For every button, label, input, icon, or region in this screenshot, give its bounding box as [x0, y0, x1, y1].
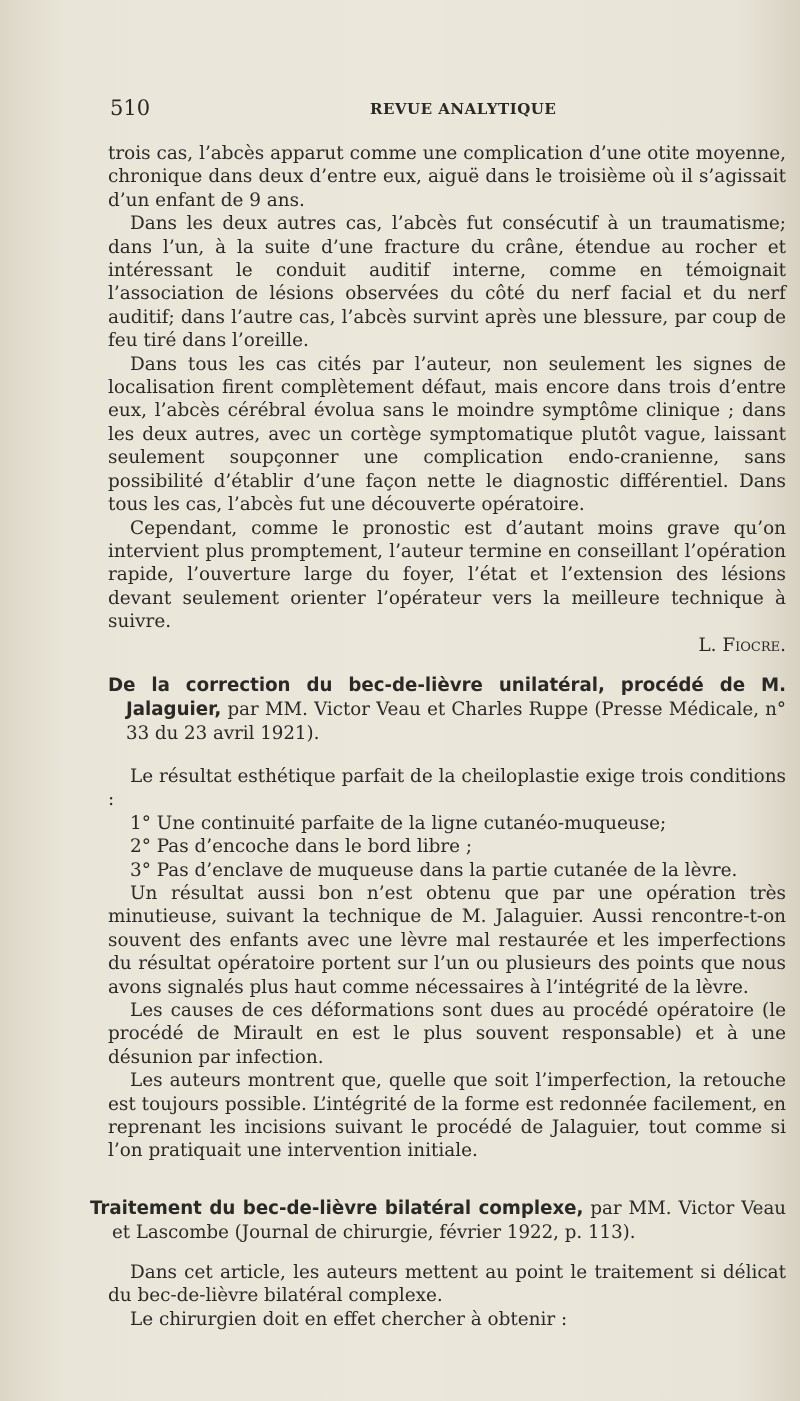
article-citation: par MM. Victor Veau et Charles Ruppe (Presse Médicale, n° 33 du 23 avril 1921).	[126, 698, 786, 744]
article-title: Traitement du bec-de-lièvre bilatéral complexe,	[90, 1197, 584, 1219]
paragraph: Le résultat esthétique parfait de la cheiloplastie exige trois conditions :	[108, 765, 786, 811]
page-header	[110, 96, 760, 122]
list-item: 2° Pas d’encoche dans le bord libre ;	[130, 836, 473, 858]
article-citation: par MM. Victor Veau et Lascombe (Journal de chirurgie, février 1922, p. 113).	[112, 1197, 787, 1243]
paragraph: Dans tous les cas cités par l’auteur, non seulement les signes de localisation firent complètement défaut, mais encore dans trois d’entre eux, l’abcès cérébral évolua sans le moindre symptôme clinique ; dans les deux autres, avec un cortège symptomatique plutôt vague, laissant seulement soupçonner une complication endo-cranienne, sans possibilité d’établir d’une façon nette le diagnostic différentiel. Dans tous les cas, l’abcès fut une découverte opératoire.	[108, 353, 786, 516]
page-number: 510	[110, 96, 151, 120]
running-title: REVUE ANALYTIQUE	[370, 100, 557, 118]
paragraph: Les causes de ces déformations sont dues au procédé opératoire (le procédé de Mirault en est le plus souvent responsable) et à une désunion par infection.	[108, 1000, 786, 1068]
list-item: 3° Pas d’enclave de muqueuse dans la partie cutanée de la lèvre.	[130, 859, 738, 881]
list-item: 1° Une continuité parfaite de la ligne cutanéo-muqueuse;	[130, 812, 667, 834]
paragraph: Un résultat aussi bon n’est obtenu que par une opération très minutieuse, suivant la technique de M. Jalaguier. Aussi rencontre-t-on souvent des enfants avec une lèvre mal restaurée et les imperfections du résultat opératoire portent sur l’un ou plusieurs des points que nous avons signalés plus haut comme nécessaires à l’intégrité de la lèvre.	[108, 882, 786, 998]
paragraph: Cependant, comme le pronostic est d’autant moins grave qu’on intervient plus promptement, l’auteur termine en conseillant l’opération rapide, l’ouverture large du foyer, l’état et l’extension des lésions devant seulement orienter l’opérateur vers la meilleure technique à suivre.	[108, 517, 786, 633]
article-title: De la correction du bec-de-lièvre unilatéral, procédé de M. Jalaguier,	[108, 674, 786, 720]
page-body	[90, 142, 787, 1331]
paragraph: Le chirurgien doit en effet chercher à obtenir :	[130, 1308, 568, 1330]
article-heading	[90, 1197, 786, 1245]
paragraph: Dans les deux autres cas, l’abcès fut consécutif à un traumatisme; dans l’un, à la suite d’une fracture du crâne, étendue au rocher et intéressant le conduit auditif interne, comme en témoignait l’association de lésions observées du côté du nerf facial et du nerf auditif; dans l’autre cas, l’abcès survint après une blessure, par coup de feu tiré dans l’oreille.	[108, 213, 786, 352]
signature: L. Fiocre.	[698, 634, 786, 656]
article-heading	[108, 674, 786, 746]
paragraph: Dans cet article, les auteurs mettent au point le traitement si délicat du bec-de-lièvre bilatéral complexe.	[108, 1261, 786, 1307]
paragraph: Les auteurs montrent que, quelle que soit l’imperfection, la retouche est toujours possible. L’intégrité de la forme est redonnée facilement, en reprenant les incisions suivant le procédé de Jalaguier, tout comme si l’on pratiquait une intervention initiale.	[108, 1070, 786, 1162]
paragraph: trois cas, l’abcès apparut comme une complication d’une otite moyenne, chronique dans deux d’entre eux, aiguë dans le troisième où il s’agissait d’un enfant de 9 ans.	[108, 143, 786, 211]
